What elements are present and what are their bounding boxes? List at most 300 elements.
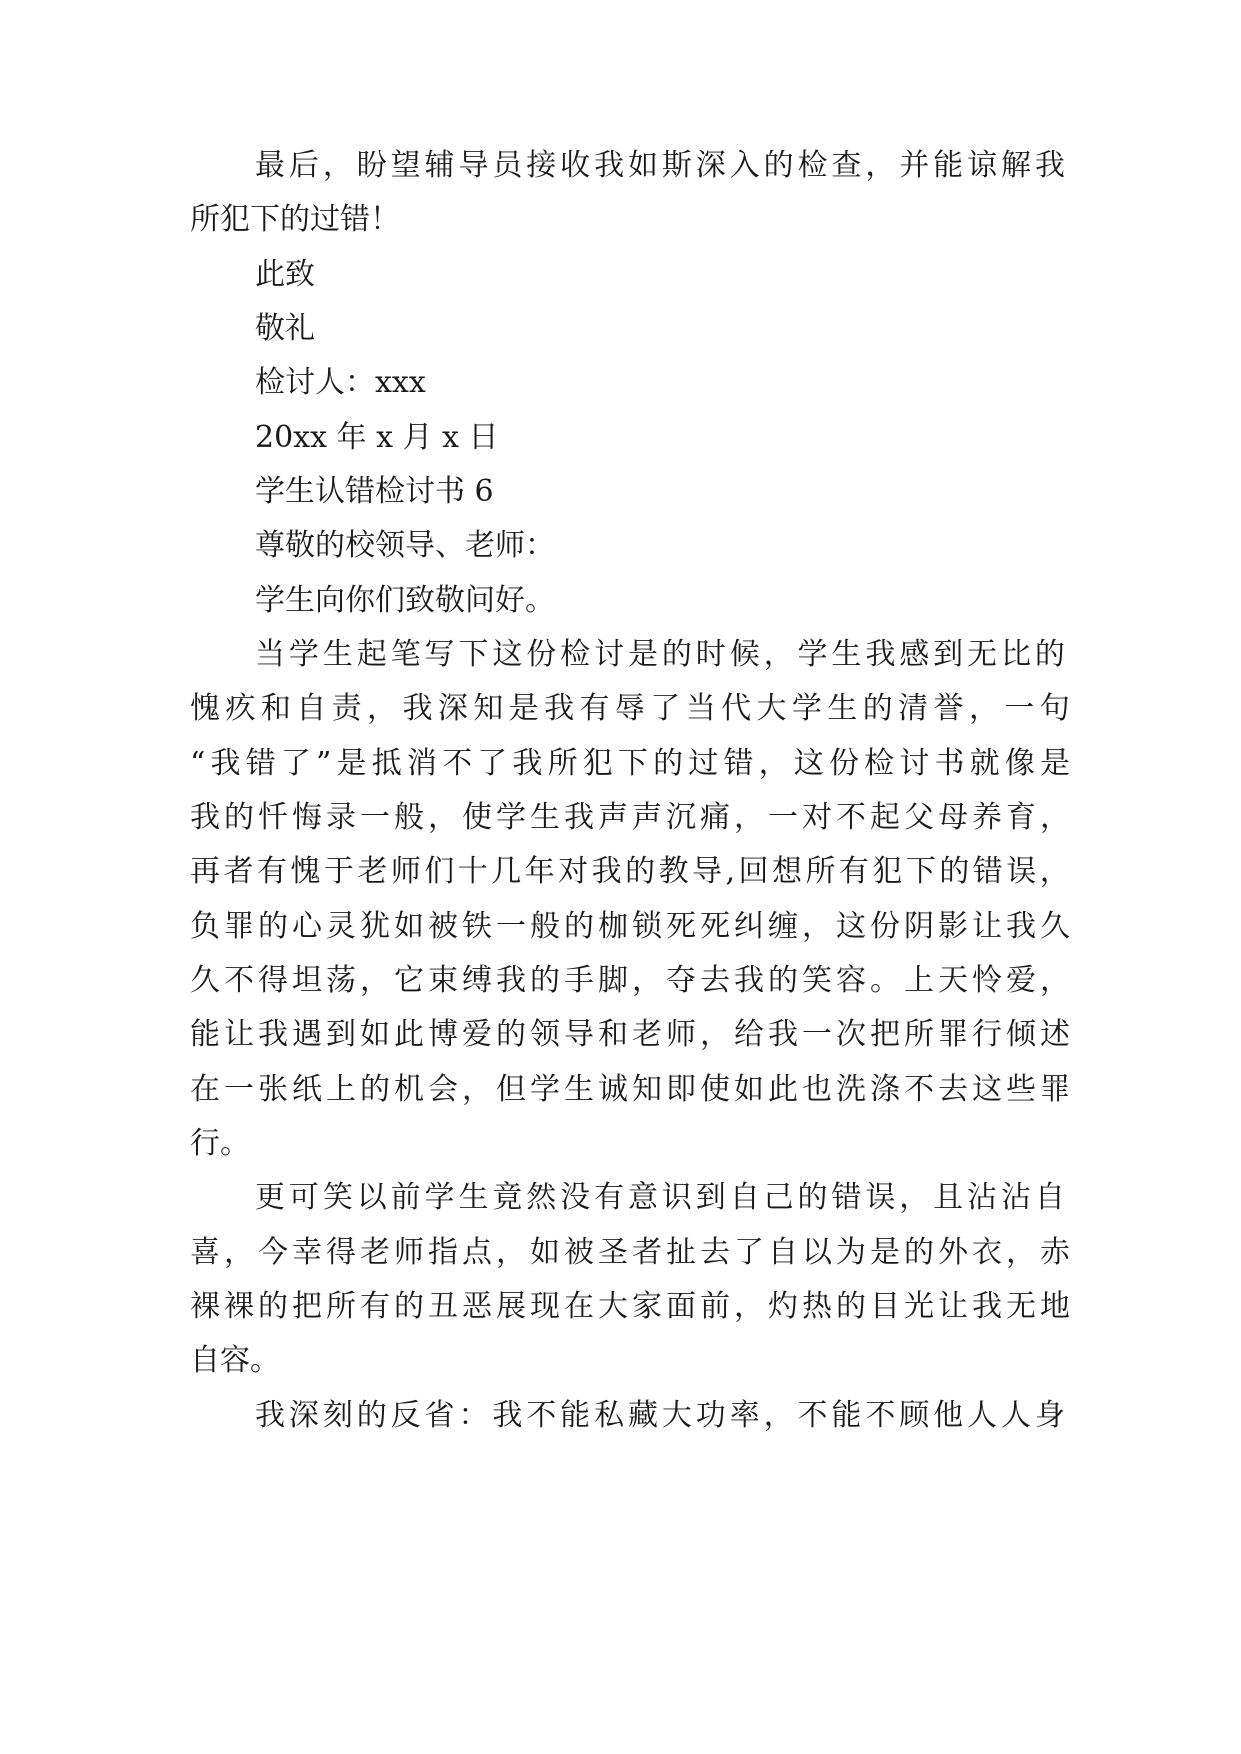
- glyph: 反: [390, 1398, 421, 1433]
- glyph: 不: [904, 1072, 934, 1107]
- glyph: 我: [768, 1017, 798, 1052]
- glyph: 缚: [462, 963, 492, 998]
- glyph: 这: [836, 909, 866, 944]
- glyph: 夺: [666, 963, 696, 998]
- glyph: 生: [530, 800, 560, 835]
- glyph: 前: [390, 1180, 421, 1215]
- glyph: 地: [1040, 1289, 1070, 1324]
- glyph: 生: [831, 637, 862, 672]
- glyph: 般: [530, 909, 560, 944]
- glyph: 有: [579, 691, 610, 726]
- paragraph-line: [190, 798, 1070, 838]
- glyph: 他: [933, 1398, 964, 1433]
- paragraph-line: 所犯下的过错！: [190, 202, 400, 237]
- glyph: 自: [296, 691, 327, 726]
- glyph: 辅: [424, 148, 455, 183]
- glyph: 影: [938, 909, 968, 944]
- glyph: 我: [1034, 148, 1065, 183]
- glyph: 此: [768, 1072, 798, 1107]
- glyph: 所: [326, 1289, 356, 1324]
- glyph: 次: [836, 1017, 866, 1052]
- glyph: 录: [326, 800, 356, 835]
- glyph: 诚: [598, 1072, 628, 1107]
- glyph: 知: [632, 1072, 662, 1107]
- glyph: 份: [828, 746, 859, 781]
- glyph: 前: [700, 1289, 730, 1324]
- glyph: 感: [899, 637, 930, 672]
- glyph: 罪: [224, 909, 254, 944]
- glyph: 的: [356, 1398, 387, 1433]
- glyph: 的: [530, 963, 560, 998]
- glyph: 功: [695, 1398, 726, 1433]
- glyph: 裸: [224, 1289, 254, 1324]
- glyph: 纸: [292, 1072, 322, 1107]
- glyph: ，: [802, 909, 832, 944]
- glyph: 私: [594, 1398, 625, 1433]
- glyph: 我: [496, 963, 526, 998]
- glyph: 斯: [661, 148, 692, 183]
- glyph: 父: [904, 800, 934, 835]
- glyph: 犯: [582, 746, 613, 781]
- glyph: 接: [526, 148, 557, 183]
- glyph: 扯: [666, 1235, 696, 1270]
- glyph: 衣: [972, 1235, 1002, 1270]
- glyph: 如: [394, 909, 424, 944]
- glyph: 学: [797, 637, 828, 672]
- glyph: 的: [939, 854, 970, 889]
- section-heading: 学生认错检讨书 6: [255, 474, 494, 509]
- glyph: 死: [666, 909, 696, 944]
- glyph: 老: [357, 854, 388, 889]
- glyph: 份: [526, 637, 557, 672]
- glyph: 也: [802, 1072, 832, 1107]
- glyph: 被: [564, 1235, 594, 1270]
- closing-salutation: 此致: [255, 257, 315, 292]
- glyph: 以: [802, 1235, 832, 1270]
- glyph: 裸: [190, 1289, 220, 1324]
- glyph: 回: [738, 854, 769, 889]
- glyph: 这: [972, 1072, 1002, 1107]
- greeting-line: 学生向你们致敬问好。: [255, 583, 555, 618]
- glyph: 这: [492, 637, 523, 672]
- glyph: ，: [700, 1017, 730, 1052]
- paragraph-line: [190, 961, 1070, 1001]
- glyph: 一: [360, 800, 390, 835]
- glyph: 犯: [872, 854, 903, 889]
- glyph: 时: [695, 637, 726, 672]
- glyph: 为: [836, 1235, 866, 1270]
- glyph: 点: [462, 1235, 492, 1270]
- glyph: 笑: [322, 1180, 353, 1215]
- glyph: 十: [457, 854, 488, 889]
- glyph: 深: [288, 1398, 319, 1433]
- paragraph-line: [255, 146, 1065, 186]
- glyph: 我: [865, 637, 896, 672]
- glyph: ，: [763, 637, 794, 672]
- glyph: 大: [756, 691, 787, 726]
- glyph: 外: [938, 1235, 968, 1270]
- glyph: 笑: [802, 963, 832, 998]
- glyph: ，: [1040, 963, 1070, 998]
- glyph: ，: [865, 148, 896, 183]
- glyph: 到: [326, 1017, 356, 1052]
- glyph: 几: [491, 854, 522, 889]
- glyph: 省: [424, 1398, 455, 1433]
- glyph: 和: [260, 691, 291, 726]
- glyph: 得: [326, 1235, 356, 1270]
- glyph: 像: [1004, 746, 1035, 781]
- glyph: ，: [360, 963, 390, 998]
- glyph: 能: [560, 1398, 591, 1433]
- glyph: ，: [1040, 800, 1070, 835]
- glyph: 候: [729, 637, 760, 672]
- glyph: 清: [898, 691, 929, 726]
- glyph: 可: [288, 1180, 319, 1215]
- glyph: ，: [632, 963, 662, 998]
- glyph: 一: [224, 1072, 254, 1107]
- glyph: 无: [967, 637, 998, 672]
- glyph: 的: [862, 691, 893, 726]
- glyph: 张: [258, 1072, 288, 1107]
- signer-line: 检讨人：xxx: [255, 365, 426, 400]
- glyph: 师: [390, 854, 421, 889]
- glyph: 罪: [1040, 1072, 1070, 1107]
- glyph: 导: [458, 148, 489, 183]
- glyph: 痛: [700, 800, 730, 835]
- glyph: 谅: [967, 148, 998, 183]
- glyph: 母: [938, 800, 968, 835]
- glyph: 识: [661, 1180, 692, 1215]
- glyph: 己: [763, 1180, 794, 1215]
- glyph: 去: [700, 1235, 730, 1270]
- glyph: 爱: [462, 1017, 492, 1052]
- glyph: 者: [223, 854, 254, 889]
- glyph: 抵: [371, 746, 402, 781]
- paragraph-line: [255, 1178, 1065, 1218]
- glyph: 更: [255, 1180, 285, 1215]
- glyph: 我: [1006, 909, 1036, 944]
- glyph: 最: [255, 148, 285, 183]
- glyph: ，: [1039, 854, 1070, 889]
- glyph: 了: [734, 1235, 764, 1270]
- glyph: 入: [729, 148, 760, 183]
- paragraph-line: 行。: [190, 1126, 250, 1161]
- glyph: 深: [695, 148, 726, 183]
- glyph: 即: [666, 1072, 696, 1107]
- glyph: 知: [473, 691, 504, 726]
- glyph: 错: [245, 746, 276, 781]
- glyph: 学: [530, 1072, 560, 1107]
- glyph: 到: [695, 1180, 726, 1215]
- glyph: 灵: [326, 909, 356, 944]
- glyph: 但: [496, 1072, 526, 1107]
- glyph: 恶: [462, 1289, 492, 1324]
- glyph: 把: [870, 1017, 900, 1052]
- glyph: 学: [424, 1180, 455, 1215]
- glyph: ，: [734, 800, 764, 835]
- glyph: 行: [972, 1017, 1002, 1052]
- glyph: 不: [797, 1398, 828, 1433]
- glyph: 后: [288, 148, 319, 183]
- glyph: 收: [560, 148, 591, 183]
- glyph: 份: [870, 909, 900, 944]
- glyph: 博: [428, 1017, 458, 1052]
- glyph: 大: [661, 1398, 692, 1433]
- glyph: 怜: [972, 963, 1002, 998]
- glyph: 的: [797, 1180, 828, 1215]
- glyph: 忏: [258, 800, 288, 835]
- glyph: 此: [394, 1017, 424, 1052]
- glyph: 学: [288, 637, 319, 672]
- glyph: 的: [496, 1017, 526, 1052]
- glyph: 上: [326, 1072, 356, 1107]
- glyph: 再: [190, 854, 220, 889]
- glyph: 阴: [904, 909, 934, 944]
- glyph: 就: [969, 746, 1000, 781]
- glyph: 展: [496, 1289, 526, 1324]
- glyph: 误: [865, 1180, 896, 1215]
- glyph: 我: [591, 854, 622, 889]
- glyph: 写: [424, 637, 455, 672]
- glyph: 一: [802, 1017, 832, 1052]
- glyph: 犹: [360, 909, 390, 944]
- paragraph-line: [190, 907, 1070, 947]
- glyph: 我: [402, 691, 433, 726]
- glyph: 去: [700, 963, 730, 998]
- glyph: 了: [650, 691, 681, 726]
- glyph: 我: [734, 963, 764, 998]
- glyph: 的: [394, 1289, 424, 1324]
- glyph: 们: [424, 854, 455, 889]
- glyph: ，: [763, 1398, 794, 1433]
- paragraph-line: [190, 852, 1070, 892]
- glyph: 缠: [768, 909, 798, 944]
- glyph: 并: [899, 148, 930, 183]
- glyph: 以: [356, 1180, 387, 1215]
- glyph: 天: [938, 963, 968, 998]
- glyph: 顾: [899, 1398, 930, 1433]
- glyph: 喜: [190, 1235, 220, 1270]
- glyph: 师: [394, 1235, 424, 1270]
- glyph: 下: [905, 854, 936, 889]
- glyph: 生: [322, 637, 353, 672]
- glyph: ，: [322, 148, 353, 183]
- glyph: 领: [530, 1017, 560, 1052]
- glyph: 荡: [326, 963, 356, 998]
- paragraph-line: [190, 744, 1070, 784]
- glyph: 的: [661, 637, 692, 672]
- glyph: 无: [1006, 1289, 1036, 1324]
- glyph: ，: [496, 1235, 526, 1270]
- paragraph-line: [190, 1233, 1070, 1273]
- glyph: ，: [224, 1235, 254, 1270]
- glyph: 所: [805, 854, 836, 889]
- glyph: 检: [864, 746, 895, 781]
- glyph: 灼: [768, 1289, 798, 1324]
- glyph: 的: [224, 800, 254, 835]
- glyph: 不: [836, 800, 866, 835]
- glyph: 养: [972, 800, 1002, 835]
- glyph: 我: [210, 746, 241, 781]
- glyph: 错: [723, 746, 754, 781]
- glyph: 的: [258, 1289, 288, 1324]
- glyph: “: [190, 746, 206, 781]
- glyph: 人: [1000, 1398, 1031, 1433]
- glyph: 机: [394, 1072, 424, 1107]
- glyph: 我: [594, 148, 625, 183]
- glyph: 沉: [666, 800, 696, 835]
- glyph: 生: [564, 1072, 594, 1107]
- glyph: 句: [1039, 691, 1070, 726]
- glyph: ，: [1006, 1235, 1036, 1270]
- glyph: 讨: [899, 746, 930, 781]
- glyph: 死: [700, 909, 730, 944]
- glyph: 让: [972, 909, 1002, 944]
- glyph: ，: [758, 746, 789, 781]
- glyph: 没: [560, 1180, 591, 1215]
- glyph: 不: [526, 1398, 557, 1433]
- glyph: 大: [598, 1289, 628, 1324]
- glyph: 我: [255, 1398, 285, 1433]
- glyph: 使: [700, 1072, 730, 1107]
- glyph: 现: [530, 1289, 560, 1324]
- glyph: 笔: [390, 637, 421, 672]
- glyph: 的: [564, 909, 594, 944]
- glyph: 能: [933, 148, 964, 183]
- glyph: 声: [598, 800, 628, 835]
- glyph: 错: [831, 1180, 862, 1215]
- glyph: 幸: [292, 1235, 322, 1270]
- glyph: 悔: [292, 800, 322, 835]
- glyph: 热: [802, 1289, 832, 1324]
- glyph: 老: [632, 1017, 662, 1052]
- paragraph-line: [255, 635, 1065, 675]
- glyph: 对: [558, 854, 589, 889]
- glyph: 过: [688, 746, 719, 781]
- glyph: 一: [1004, 691, 1035, 726]
- glyph: 到: [933, 637, 964, 672]
- glyph: 这: [793, 746, 824, 781]
- glyph: 我: [544, 691, 575, 726]
- glyph: 藏: [627, 1398, 658, 1433]
- paragraph-line: [190, 1070, 1070, 1110]
- glyph: 述: [1040, 1017, 1070, 1052]
- glyph: 深: [437, 691, 468, 726]
- glyph: 家: [632, 1289, 662, 1324]
- glyph: 能: [190, 1017, 220, 1052]
- glyph: 望: [390, 148, 421, 183]
- glyph: 学: [496, 800, 526, 835]
- glyph: 下: [617, 746, 648, 781]
- glyph: ，: [462, 1072, 492, 1107]
- glyph: 的: [360, 1072, 390, 1107]
- glyph: 教: [658, 854, 689, 889]
- glyph: 且: [933, 1180, 964, 1215]
- glyph: 给: [734, 1017, 764, 1052]
- glyph: 消: [406, 746, 437, 781]
- glyph: 师: [666, 1017, 696, 1052]
- glyph: 容: [836, 963, 866, 998]
- glyph: 久: [190, 963, 220, 998]
- glyph: 坦: [292, 963, 322, 998]
- glyph: 有: [838, 854, 869, 889]
- glyph: 生: [458, 1180, 489, 1215]
- glyph: ”: [316, 746, 332, 781]
- closing-regards: 敬礼: [255, 311, 315, 346]
- glyph: 者: [632, 1235, 662, 1270]
- glyph: 愧: [290, 854, 321, 889]
- glyph: 我: [972, 1289, 1002, 1324]
- glyph: 去: [938, 1072, 968, 1107]
- glyph: 的: [1034, 637, 1065, 672]
- glyph: ,: [725, 854, 736, 889]
- glyph: 率: [729, 1398, 760, 1433]
- glyph: 的: [904, 1235, 934, 1270]
- glyph: 责: [331, 691, 362, 726]
- glyph: ，: [968, 691, 999, 726]
- glyph: 年: [524, 854, 555, 889]
- glyph: 的: [258, 909, 288, 944]
- glyph: 是: [1039, 746, 1070, 781]
- glyph: 比: [1000, 637, 1031, 672]
- glyph: 对: [802, 800, 832, 835]
- glyph: 导: [692, 854, 723, 889]
- glyph: 如: [360, 1017, 390, 1052]
- glyph: 光: [904, 1289, 934, 1324]
- salutation-line: 尊敬的校领导、老师：: [255, 528, 555, 563]
- glyph: 我: [512, 746, 543, 781]
- glyph: 了: [477, 746, 508, 781]
- glyph: ，: [899, 1180, 930, 1215]
- glyph: 不: [865, 1398, 896, 1433]
- glyph: 所: [547, 746, 578, 781]
- glyph: 遇: [292, 1017, 322, 1052]
- glyph: 般: [394, 800, 424, 835]
- glyph: 讨: [594, 637, 625, 672]
- paragraph-line: [190, 1287, 1070, 1327]
- glyph: 铁: [462, 909, 492, 944]
- glyph: 会: [428, 1072, 458, 1107]
- glyph: 竟: [492, 1180, 523, 1215]
- glyph: 了: [280, 746, 311, 781]
- glyph: 自: [1034, 1180, 1065, 1215]
- glyph: 久: [1040, 909, 1070, 944]
- glyph: 老: [360, 1235, 390, 1270]
- glyph: 如: [734, 1072, 764, 1107]
- glyph: 有: [594, 1180, 625, 1215]
- paragraph-line: [190, 689, 1070, 729]
- glyph: 不: [224, 963, 254, 998]
- glyph: 不: [442, 746, 473, 781]
- glyph: 当: [685, 691, 716, 726]
- glyph: 束: [428, 963, 458, 998]
- glyph: 得: [258, 963, 288, 998]
- glyph: 心: [292, 909, 322, 944]
- glyph: 枷: [598, 909, 628, 944]
- glyph: 的: [768, 963, 798, 998]
- glyph: ，: [734, 1289, 764, 1324]
- glyph: 学: [791, 691, 822, 726]
- glyph: 的: [625, 854, 656, 889]
- glyph: 辱: [614, 691, 645, 726]
- glyph: 声: [632, 800, 662, 835]
- glyph: 我: [190, 800, 220, 835]
- glyph: 查: [831, 148, 862, 183]
- glyph: 盼: [356, 148, 387, 183]
- glyph: 它: [394, 963, 424, 998]
- glyph: 疚: [225, 691, 256, 726]
- glyph: 自: [768, 1235, 798, 1270]
